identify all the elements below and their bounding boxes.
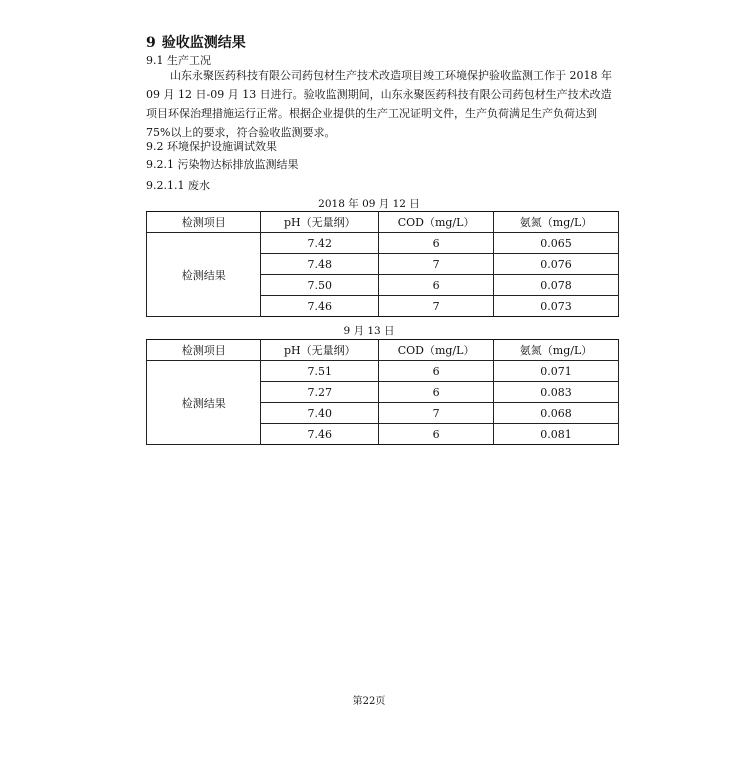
cell-ammonia: 0.081 (494, 424, 619, 445)
cell-ammonia: 0.073 (494, 296, 619, 317)
header-item: 检测项目 (147, 340, 261, 361)
header-cod: COD（mg/L） (379, 212, 494, 233)
section-title: 验收监测结果 (161, 35, 246, 51)
subsection-production-heading: 9.1 生产工况 (146, 54, 211, 67)
cell-cod: 7 (379, 254, 494, 275)
page-number: 第22页 (352, 696, 386, 707)
cell-cod: 6 (379, 275, 494, 296)
header-item: 检测项目 (147, 212, 261, 233)
row-label: 检测结果 (147, 361, 261, 445)
header-cod: COD（mg/L） (379, 340, 494, 361)
table-caption: 2018 年 09 月 12 日 (318, 198, 420, 210)
cell-cod: 6 (379, 233, 494, 254)
cell-ammonia: 0.078 (494, 275, 619, 296)
cell-ammonia: 0.068 (494, 403, 619, 424)
wastewater-table (146, 211, 619, 317)
production-paragraph: 山东永聚医药科技有限公司药包材生产技术改造项目竣工环境保护验收监测工作于 2018 年 09 月 12 日-09 月 13 日进行。验收监测期间，山东永聚医药科技有限公司药包材生产技术改造项目环保治理措施运行正常。根据企业提供的生产工况证明文件，生产负荷满足生产负荷达到 75%以上的要求，符合验收监测要求。 (146, 69, 612, 139)
cell-ph: 7.27 (261, 382, 379, 403)
header-ammonia: 氨氮（mg/L） (494, 212, 619, 233)
cell-ammonia: 0.083 (494, 382, 619, 403)
wastewater-table (146, 339, 619, 445)
cell-ph: 7.46 (261, 424, 379, 445)
cell-ph: 7.50 (261, 275, 379, 296)
cell-ammonia: 0.065 (494, 233, 619, 254)
section-heading (146, 32, 246, 52)
header-ammonia: 氨氮（mg/L） (494, 340, 619, 361)
cell-ph: 7.46 (261, 296, 379, 317)
cell-cod: 7 (379, 296, 494, 317)
cell-ammonia: 0.076 (494, 254, 619, 275)
cell-ph: 7.48 (261, 254, 379, 275)
header-ph: pH（无量纲） (261, 340, 379, 361)
table-header-row (147, 212, 619, 233)
cell-ammonia: 0.071 (494, 361, 619, 382)
cell-ph: 7.42 (261, 233, 379, 254)
cell-ph: 7.51 (261, 361, 379, 382)
subsection-env-heading: 9.2 环境保护设施调试效果 (146, 140, 277, 153)
table-row (147, 233, 619, 254)
wastewater-heading: 9.2.1.1 废水 (146, 179, 210, 192)
table-header-row (147, 340, 619, 361)
table-row (147, 361, 619, 382)
cell-cod: 6 (379, 361, 494, 382)
subsubsection-pollutant-heading: 9.2.1 污染物达标排放监测结果 (146, 158, 299, 171)
cell-cod: 6 (379, 382, 494, 403)
cell-ph: 7.40 (261, 403, 379, 424)
section-number: 9 (146, 35, 156, 51)
row-label: 检测结果 (147, 233, 261, 317)
cell-cod: 6 (379, 424, 494, 445)
header-ph: pH（无量纲） (261, 212, 379, 233)
table-caption: 9 月 13 日 (343, 325, 395, 337)
cell-cod: 7 (379, 403, 494, 424)
